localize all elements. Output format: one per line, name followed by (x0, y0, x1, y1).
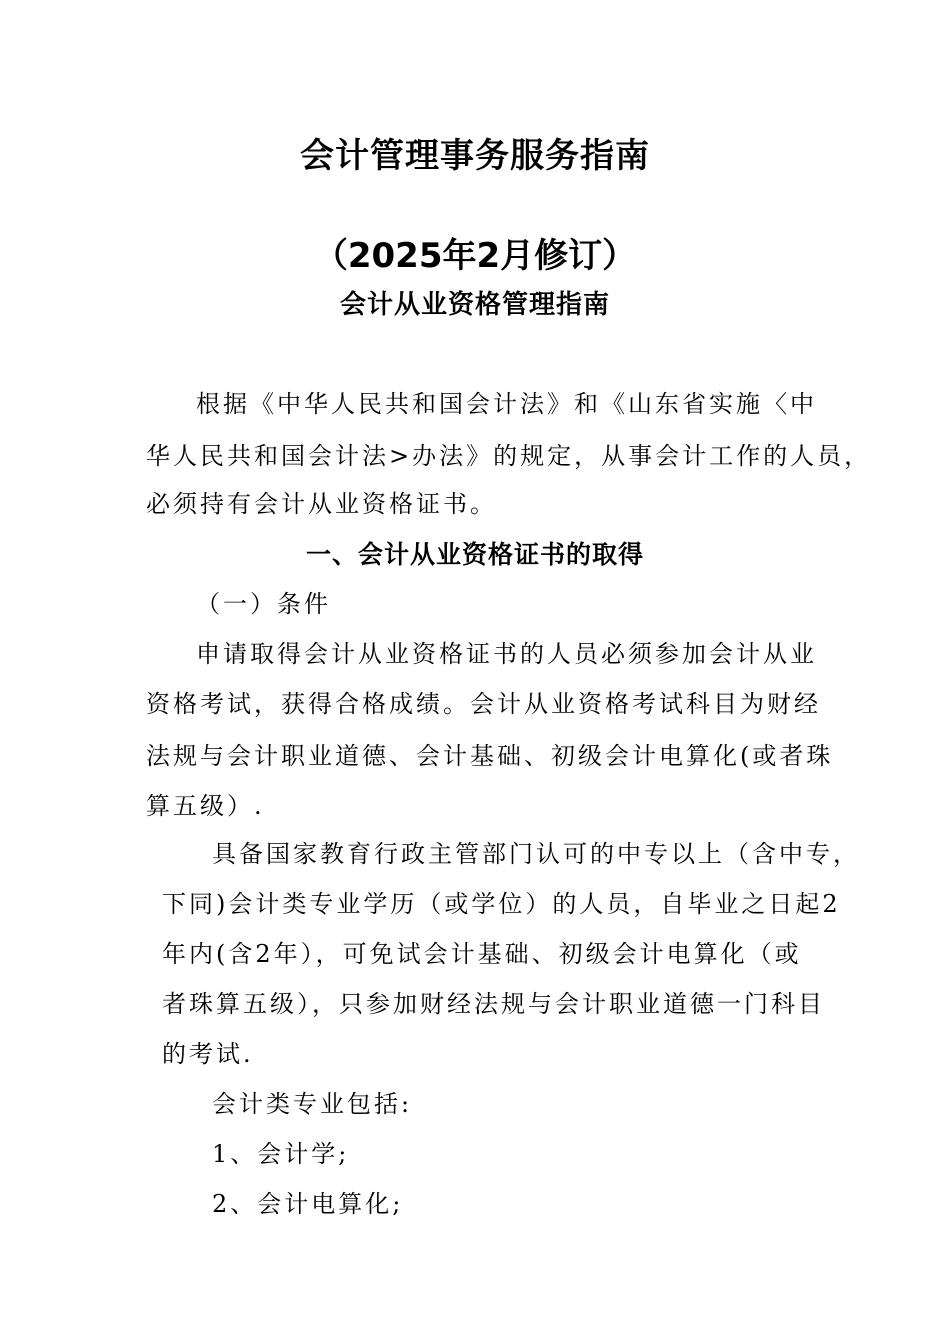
document-subtitle: 会计从业资格管理指南 (339, 290, 610, 320)
intro-line: 根据《中华人民共和国会计法》和《山东省实施〈中 (196, 390, 817, 418)
para2-line: 的考试. (162, 1040, 254, 1068)
majors-list-item: 1、会计学; (212, 1140, 350, 1168)
majors-list-item: 2、会计电算化; (212, 1190, 404, 1218)
para2-line: 年内(含2年），可免试会计基础、初级会计电算化（或 (162, 940, 802, 968)
para2-line: 具备国家教育行政主管部门认可的中专以上（含中专， (212, 840, 860, 868)
revision-note: （2025年2月修订） (313, 236, 637, 276)
para2-line: 者珠算五级），只参加财经法规与会计职业道德一门科目 (162, 990, 825, 1018)
section-heading: 一、会计从业资格证书的取得 (305, 540, 644, 569)
para1-line: 申请取得会计从业资格证书的人员必须参加会计从业 (196, 640, 817, 668)
para1-line: 算五级）. (146, 792, 265, 820)
majors-intro: 会计类专业包括: (212, 1090, 413, 1118)
document-title: 会计管理事务服务指南 (300, 136, 650, 176)
subsection-heading: （一）条件 (196, 590, 331, 618)
para1-line: 法规与会计职业道德、会计基础、初级会计电算化(或者珠 (146, 742, 834, 770)
intro-line: 华人民共和国会计法>办法》的规定，从事会计工作的人员， (146, 442, 872, 470)
para1-line: 资格考试，获得合格成绩。会计从业资格考试科目为财经 (146, 690, 821, 718)
intro-line: 必须持有会计从业资格证书。 (146, 490, 497, 518)
para2-line: 下同)会计类专业学历（或学位）的人员，自毕业之日起2 (162, 890, 841, 918)
